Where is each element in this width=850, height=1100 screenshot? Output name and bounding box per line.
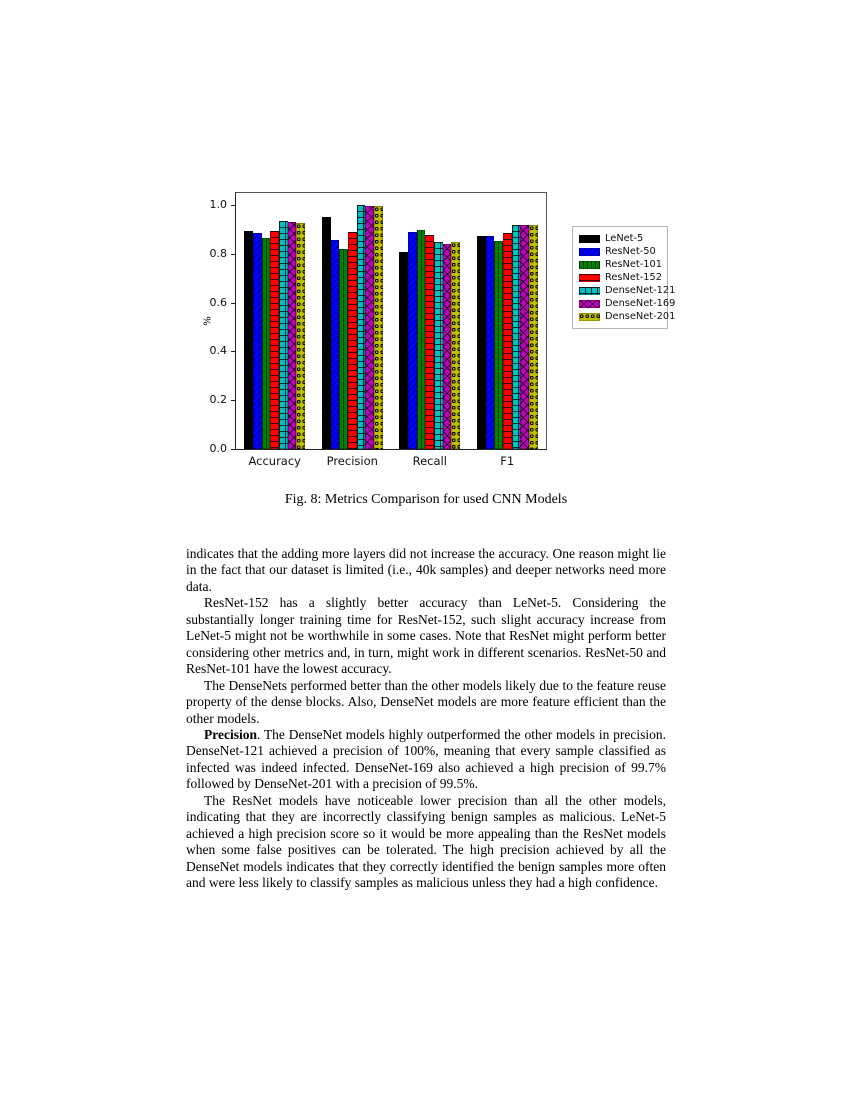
plot-area [202, 192, 547, 468]
y-tick-label-0.0: 0.0 [209, 442, 227, 455]
legend-label: ResNet-101 [605, 259, 662, 270]
legend-swatch-vertical [579, 261, 600, 269]
bar-group-recall [391, 193, 469, 449]
legend-label: DenseNet-169 [605, 298, 676, 309]
bar-resnet-152-precision [348, 232, 357, 449]
legend-item-densenet-201 [579, 310, 676, 323]
body-text [186, 546, 666, 892]
y-tick-label-0.8: 0.8 [209, 246, 227, 260]
paragraph-3: The DenseNets performed better than the other models likely due to the feature reuse property of the dense blocks. Also, DenseNet models are more feature efficient than the other models. [186, 677, 666, 726]
y-tick-mark [231, 254, 235, 255]
bar-resnet-50-accuracy [253, 233, 262, 449]
y-tick-label-1.0: 1.0 [209, 198, 227, 212]
legend-label: LeNet-5 [605, 233, 644, 244]
figure-8 [186, 185, 686, 475]
bar-densenet-121-recall [434, 242, 443, 449]
legend-swatch-circles [579, 313, 600, 321]
legend-swatch-grid [579, 287, 600, 295]
legend-item-densenet-169 [579, 297, 676, 310]
bar-resnet-101-precision [339, 249, 348, 449]
y-tick-mark [231, 205, 235, 206]
precision-lead: Precision [204, 726, 257, 742]
bar-densenet-121-accuracy [279, 221, 288, 449]
legend-swatch-diagonal [579, 248, 600, 256]
bar-resnet-50-recall [408, 232, 417, 449]
y-axis-label: % [202, 316, 214, 326]
bar-resnet-152-recall [425, 235, 434, 449]
legend-swatch-horizontal [579, 274, 600, 282]
bar-densenet-121-f1 [512, 225, 521, 449]
bar-resnet-152-f1 [503, 233, 512, 449]
legend-swatch-cross [579, 300, 600, 308]
legend-swatch-solid [579, 235, 600, 243]
y-tick-label-0.6: 0.6 [209, 295, 227, 309]
bar-resnet-50-f1 [486, 236, 495, 449]
bar-lenet-5-recall [399, 252, 408, 449]
x-tick-label-recall: Recall [412, 454, 447, 468]
paragraph-4-rest: . The DenseNet models highly outperformed the other models in precision. DenseNet-121 achieved a precision of 100%, meaning that every sample classified as infected was indeed infected. DenseNet-169 also achieved a high precision of 99.7% followed by DenseNet-201 with a precision of 99.5%. [186, 726, 666, 792]
bar-resnet-101-f1 [494, 241, 503, 449]
x-tick-label-accuracy: Accuracy [248, 454, 301, 468]
bar-densenet-201-accuracy [296, 223, 305, 449]
legend-label: DenseNet-121 [605, 285, 676, 296]
legend-label: ResNet-50 [605, 246, 656, 257]
paragraph-2: ResNet-152 has a slightly better accuracy than LeNet-5. Considering the substantially longer training time for ResNet-152, such slight accuracy increase from LeNet-5 might not be worthwhile in some cases. Note that ResNet might perform better considering other metrics and, in turn, might work in different scenarios. ResNet-50 and ResNet-101 have the lowest accuracy. [186, 595, 666, 677]
bar-group-precision [314, 193, 392, 449]
bar-resnet-50-precision [331, 240, 340, 449]
legend [572, 226, 676, 329]
y-tick-mark [231, 351, 235, 352]
legend-item-lenet-5 [579, 232, 662, 245]
y-tick-mark [231, 449, 235, 450]
bar-densenet-201-precision [374, 206, 383, 449]
x-tick-label-precision: Precision [326, 454, 378, 468]
bar-densenet-201-recall [451, 242, 460, 449]
bar-densenet-169-recall [443, 244, 452, 449]
bar-group-f1 [469, 193, 547, 449]
legend-item-resnet-101 [579, 258, 662, 271]
y-tick-label-0.4: 0.4 [209, 344, 227, 358]
legend-item-resnet-152 [579, 271, 662, 284]
x-tick-label-f1: F1 [500, 454, 515, 468]
bar-lenet-5-f1 [477, 236, 486, 449]
legend-item-resnet-50 [579, 245, 662, 258]
legend-label: ResNet-152 [605, 272, 662, 283]
bar-resnet-101-accuracy [262, 238, 271, 449]
figure-caption: Fig. 8: Metrics Comparison for used CNN Models [284, 492, 568, 507]
bar-densenet-169-precision [365, 206, 374, 449]
bar-lenet-5-precision [322, 217, 331, 449]
paragraph-4 [186, 727, 666, 793]
legend-item-densenet-121 [579, 284, 676, 297]
bar-densenet-121-precision [357, 205, 366, 449]
paragraph-5: The ResNet models have noticeable lower precision than all the other models, indicating that they are incorrectly classifying benign samples as malicious. LeNet-5 achieved a high precision score so it would be more appealing than the ResNet models when some false positives can be tolerated. The high precision achieved by all the DenseNet models indicates that they correctly identified the benign samples more often and were less likely to classify samples as malicious unless they had a high confidence. [186, 792, 666, 891]
y-tick-mark [231, 303, 235, 304]
y-tick-mark [231, 400, 235, 401]
paragraph-1: indicates that the adding more layers did not increase the accuracy. One reason might lie in the fact that our dataset is limited (i.e., 40k samples) and deeper networks need more data. [186, 546, 666, 594]
legend-label: DenseNet-201 [605, 311, 676, 322]
y-tick-label-0.2: 0.2 [209, 393, 227, 407]
bar-group-accuracy [236, 193, 314, 449]
bar-densenet-169-f1 [520, 225, 529, 449]
bar-resnet-101-recall [417, 230, 426, 449]
bar-densenet-169-accuracy [288, 222, 297, 449]
bar-densenet-201-f1 [529, 225, 538, 449]
bar-lenet-5-accuracy [244, 231, 253, 449]
bar-resnet-152-accuracy [270, 231, 279, 449]
